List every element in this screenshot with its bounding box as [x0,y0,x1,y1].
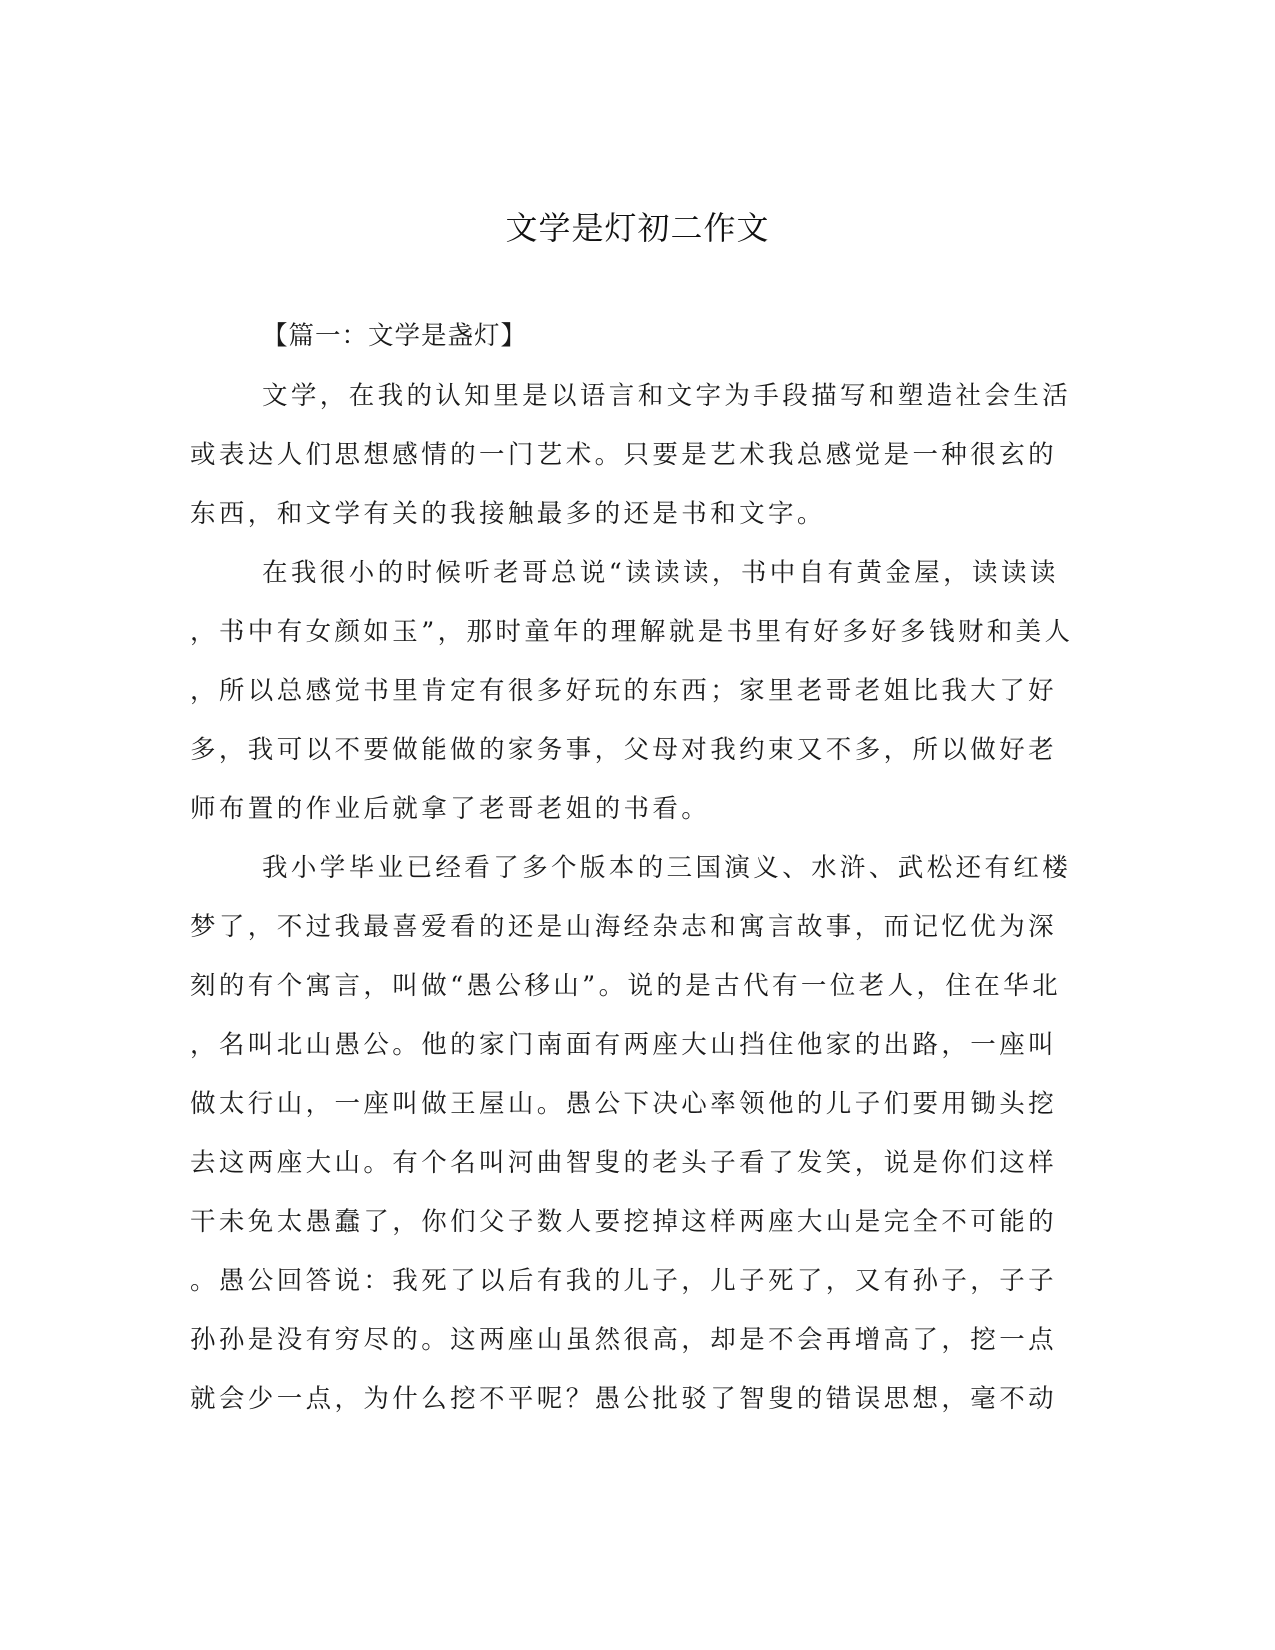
paragraph-line: 文学，在我的认知里是以语言和文字为手段描写和塑造社会生活 [262,381,1072,411]
paragraph-line: 在我很小的时候听老哥总说“读读读，书中自有黄金屋，读读读 [262,558,1059,588]
paragraph-line: 就会少一点，为什么挖不平呢？愚公批驳了智叟的错误思想，毫不动 [190,1384,1058,1414]
paragraph-line: 多，我可以不要做能做的家务事，父母对我约束又不多，所以做好老 [190,735,1058,765]
paragraph-line: 干未免太愚蠢了，你们父子数人要挖掉这样两座大山是完全不可能的 [190,1207,1058,1237]
paragraph-line: 我小学毕业已经看了多个版本的三国演义、水浒、武松还有红楼 [262,853,1072,883]
paragraph-line: 东西，和文学有关的我接触最多的还是书和文字。 [190,499,826,529]
paragraph-line: ，名叫北山愚公。他的家门南面有两座大山挡住他家的出路，一座叫 [190,1030,1058,1060]
section-heading: 【篇一：文学是盏灯】 [262,321,528,351]
paragraph-line: 孙孙是没有穷尽的。这两座山虽然很高，却是不会再增高了，挖一点 [190,1325,1058,1355]
paragraph-line: 或表达人们思想感情的一门艺术。只要是艺术我总感觉是一种很玄的 [190,440,1058,470]
paragraph-line: 师布置的作业后就拿了老哥老姐的书看。 [190,794,711,824]
paragraph-line: ，书中有女颜如玉”，那时童年的理解就是书里有好多好多钱财和美人 [190,617,1074,647]
paragraph-line: 刻的有个寓言，叫做“愚公移山”。说的是古代有一位老人，住在华北 [190,971,1061,1001]
paragraph-line: 梦了，不过我最喜爱看的还是山海经杂志和寓言故事，而记忆优为深 [190,912,1058,942]
paragraph-line: 做太行山，一座叫做王屋山。愚公下决心率领他的儿子们要用锄头挖 [190,1089,1058,1119]
paragraph-line: ，所以总感觉书里肯定有很多好玩的东西；家里老哥老姐比我大了好 [190,676,1058,706]
document-title: 文学是灯初二作文 [505,209,770,247]
paragraph-line: 去这两座大山。有个名叫河曲智叟的老头子看了发笑，说是你们这样 [190,1148,1058,1178]
paragraph-line: 。愚公回答说：我死了以后有我的儿子，儿子死了，又有孙子，子子 [190,1266,1058,1296]
